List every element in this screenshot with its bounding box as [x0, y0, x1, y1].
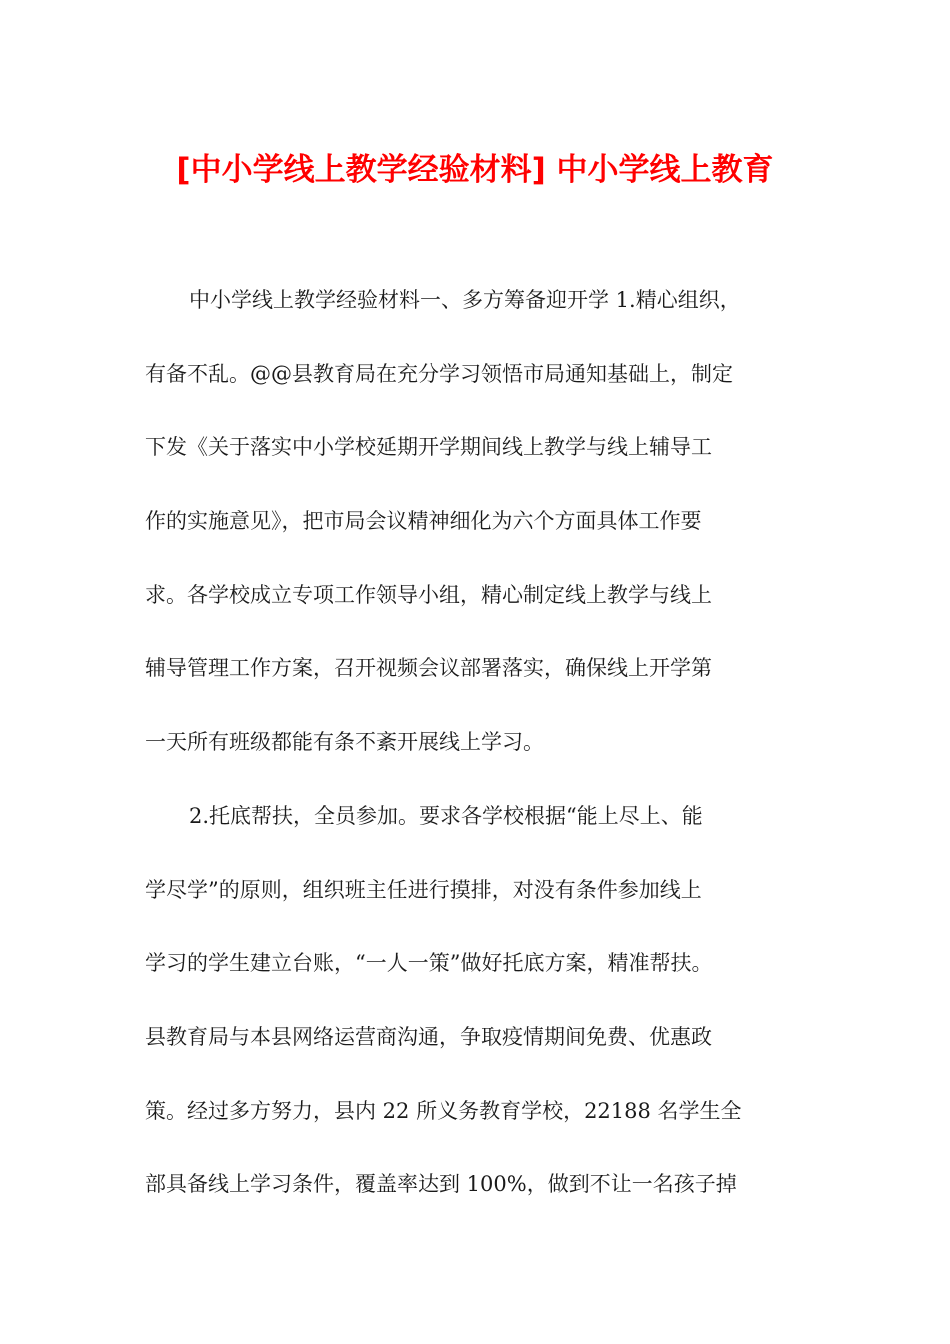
paragraph-1-line-1: 中小学线上教学经验材料一、多方筹备迎开学 1.精心组织， — [189, 288, 741, 312]
paragraph-2-line-5: 策。经过多方努力，县内 22 所义务教育学校，22188 名学生全 — [145, 1098, 742, 1123]
document-body — [145, 280, 809, 1238]
paragraph-2-line-3: 学习的学生建立台账，“一人一策”做好托底方案，精准帮扶。 — [145, 951, 713, 976]
paragraph-1-line-6: 辅导管理工作方案，召开视频会议部署落实，确保线上开学第 — [145, 656, 712, 681]
paragraph-2-line-4: 县教育局与本县网络运营商沟通，争取疫情期间免费、优惠政 — [145, 1024, 712, 1049]
paragraph-1-line-2: 有备不乱。@@县教育局在充分学习领悟市局通知基础上，制定 — [145, 361, 733, 386]
paragraph-2-line-2: 学尽学”的原则，组织班主任进行摸排，对没有条件参加线上 — [145, 877, 702, 902]
paragraph-1-line-4: 作的实施意见》，把市局会议精神细化为六个方面具体工作要 — [145, 509, 702, 534]
paragraph-1-line-7: 一天所有班级都能有条不紊开展线上学习。 — [145, 730, 544, 755]
paragraph-1-line-3: 下发《关于落实中小学校延期开学期间线上教学与线上辅导工 — [145, 435, 712, 460]
paragraph-1-line-5: 求。各学校成立专项工作领导小组，精心制定线上教学与线上 — [145, 582, 712, 607]
paragraph-2-line-6: 部具备线上学习条件，覆盖率达到 100%，做到不让一名孩子掉 — [145, 1172, 737, 1197]
document-title: [中小学线上教学经验材料] 中小学线上教育 — [176, 152, 774, 188]
paragraph-2-line-1: 2.托底帮扶，全员参加。要求各学校根据“能上尽上、能 — [189, 803, 703, 828]
